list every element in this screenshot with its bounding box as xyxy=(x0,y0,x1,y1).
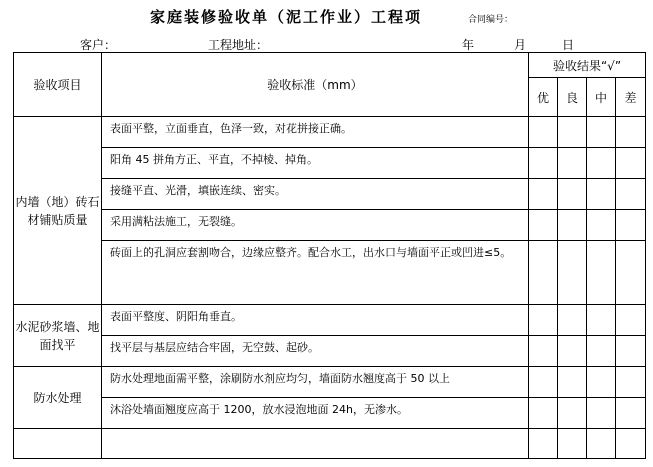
result-cell-good[interactable] xyxy=(558,429,587,459)
criterion: 沐浴处墙面翘度应高于 1200，放水浸泡地面 24h，无渗水。 xyxy=(102,398,529,429)
result-cell-medium[interactable] xyxy=(587,398,616,429)
result-cell-medium[interactable] xyxy=(587,305,616,336)
result-cell-good[interactable] xyxy=(558,336,587,367)
result-cell-excellent[interactable] xyxy=(529,367,558,398)
result-cell-good[interactable] xyxy=(558,210,587,241)
result-cell-excellent[interactable] xyxy=(529,336,558,367)
acceptance-table xyxy=(13,52,646,459)
result-cell-excellent[interactable] xyxy=(529,241,558,305)
result-cell-poor[interactable] xyxy=(616,305,646,336)
site-address-label: 工程地址： xyxy=(208,38,269,52)
table-row xyxy=(14,398,646,429)
result-cell-good[interactable] xyxy=(558,367,587,398)
result-cell-poor[interactable] xyxy=(616,241,646,305)
col-result-header: 验收结果“√” xyxy=(529,53,646,78)
criterion: 表面平整度、阴阳角垂直。 xyxy=(102,305,529,336)
result-cell-poor[interactable] xyxy=(616,148,646,179)
result-cell-medium[interactable] xyxy=(587,148,616,179)
result-cell-good[interactable] xyxy=(558,305,587,336)
blank-item-cell[interactable] xyxy=(14,429,102,459)
criterion: 接缝平直、光滑，填嵌连续、密实。 xyxy=(102,179,529,210)
blank-standard-cell[interactable] xyxy=(102,429,529,459)
result-cell-good[interactable] xyxy=(558,148,587,179)
result-cell-medium[interactable] xyxy=(587,367,616,398)
result-cell-excellent[interactable] xyxy=(529,305,558,336)
result-cell-excellent[interactable] xyxy=(529,117,558,148)
result-cell-poor[interactable] xyxy=(616,210,646,241)
table-row xyxy=(14,117,646,148)
blank-row xyxy=(14,429,646,459)
table-row xyxy=(14,305,646,336)
result-cell-medium[interactable] xyxy=(587,210,616,241)
year-label: 年 xyxy=(462,38,475,52)
col-item-header: 验收项目 xyxy=(14,53,102,117)
criterion: 找平层与基层应结合牢固，无空鼓、起砂。 xyxy=(102,336,529,367)
grade-excellent: 优 xyxy=(529,78,558,117)
result-cell-excellent[interactable] xyxy=(529,398,558,429)
page-title: 家庭装修验收单（泥工作业）工程项 xyxy=(150,8,423,26)
criterion: 砖面上的孔洞应套割吻合，边缘应整齐。配合水工，出水口与墙面平正或凹进≤5。 xyxy=(102,241,529,305)
criterion: 采用满粘法施工，无裂缝。 xyxy=(102,210,529,241)
table-row xyxy=(14,148,646,179)
result-cell-poor[interactable] xyxy=(616,179,646,210)
customer-label: 客户： xyxy=(80,38,117,52)
table-row xyxy=(14,179,646,210)
result-cell-good[interactable] xyxy=(558,241,587,305)
result-cell-medium[interactable] xyxy=(587,241,616,305)
month-label: 月 xyxy=(514,38,527,52)
result-cell-poor[interactable] xyxy=(616,117,646,148)
day-label: 日 xyxy=(562,38,575,52)
result-cell-medium[interactable] xyxy=(587,179,616,210)
header-row-1 xyxy=(14,53,646,78)
col-standard-header: 验收标准（mm） xyxy=(102,53,529,117)
result-cell-good[interactable] xyxy=(558,398,587,429)
result-cell-medium[interactable] xyxy=(587,336,616,367)
result-cell-good[interactable] xyxy=(558,117,587,148)
result-cell-excellent[interactable] xyxy=(529,148,558,179)
criterion: 阳角 45 拼角方正、平直，不掉棱、掉角。 xyxy=(102,148,529,179)
grade-good: 良 xyxy=(558,78,587,117)
table-row xyxy=(14,241,646,305)
section-item-waterproof: 防水处理 xyxy=(14,367,102,429)
table-row xyxy=(14,210,646,241)
criterion: 防水处理地面需平整，涂刷防水剂应均匀，墙面防水翘度高于 50 以上 xyxy=(102,367,529,398)
contract-number-label: 合同编号： xyxy=(468,15,514,25)
result-cell-medium[interactable] xyxy=(587,429,616,459)
result-cell-excellent[interactable] xyxy=(529,179,558,210)
section-item-leveling: 水泥砂浆墙、地面找平 xyxy=(14,305,102,367)
result-cell-excellent[interactable] xyxy=(529,429,558,459)
result-cell-poor[interactable] xyxy=(616,336,646,367)
result-cell-medium[interactable] xyxy=(587,117,616,148)
result-cell-poor[interactable] xyxy=(616,367,646,398)
grade-medium: 中 xyxy=(587,78,616,117)
result-cell-poor[interactable] xyxy=(616,398,646,429)
table-row xyxy=(14,336,646,367)
criterion: 表面平整，立面垂直，色泽一致，对花拼接正确。 xyxy=(102,117,529,148)
grade-poor: 差 xyxy=(616,78,646,117)
result-cell-poor[interactable] xyxy=(616,429,646,459)
section-item-tile: 内墙（地）砖石材铺贴质量 xyxy=(14,117,102,305)
result-cell-excellent[interactable] xyxy=(529,210,558,241)
table-row xyxy=(14,367,646,398)
title-row xyxy=(0,4,653,30)
result-cell-good[interactable] xyxy=(558,179,587,210)
